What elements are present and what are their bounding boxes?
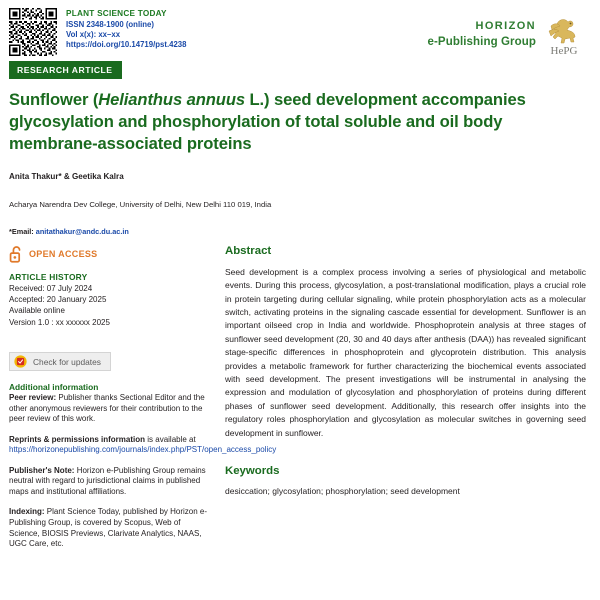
reprints-text xyxy=(9,434,277,456)
check-for-updates-button[interactable] xyxy=(9,352,111,371)
publisher-logo xyxy=(428,8,591,56)
body-columns xyxy=(0,245,600,560)
journal-issn: ISSN 2348-1900 (online) xyxy=(66,19,154,29)
keywords-heading: Keywords xyxy=(225,465,280,478)
page-title xyxy=(9,89,586,155)
article-type-badge: RESEARCH ARTICLE xyxy=(9,61,122,79)
email-label: *Email: xyxy=(9,226,36,236)
article-history-received: Received: 07 July 2024 xyxy=(9,283,93,293)
journal-doi-link[interactable]: https://doi.org/10.14719/pst.4238 xyxy=(66,40,187,50)
reprints-label: Reprints & permissions information xyxy=(9,434,146,444)
publisher-note-block xyxy=(9,466,212,498)
article-type-row xyxy=(0,56,600,79)
reprints-body: is available at xyxy=(145,434,196,444)
abstract-column xyxy=(212,245,600,498)
abstract-body: Seed development is a complex process involving a series of physiological and metabolic events. During this process, glycosylation, a post-translational modification, plays a crucial role in protein targeting during cellular signaling, while protein phosphorylation acts as a molecular switch, activating proteins in the signaling cascade essential for development. Sunflower is an important oilseed crop in India and worldwide. Phosphoprotein analysis at three stages of sunflower seed development (20, 30 and 40 days after anthesis (DAA)) has revealed significant stage-specific differences in phosphoprotein and glycoprotein distribution. This analysis provides a metabolic framework for further characterizing the biochemical events associated with seed development. The present investigations will be instrumental in analysing the expression and modulation of glycosylation and phosphorylation of proteins during different phases of sunflower seed development. Additionally, this research offer insights into the regulatory roles phosphorylation and glycosylation as molecular switches in governing seed development in sunflower. xyxy=(225,266,586,438)
publisher-line1: HORIZON xyxy=(475,20,536,33)
masthead xyxy=(0,0,600,56)
title-part2: L.) seed development accompanies glycosylation and phosphorylation of total soluble and oil body membrane-associated proteins xyxy=(9,90,526,153)
abstract-heading: Abstract xyxy=(225,244,272,257)
publisher-note-label: Publisher's Note: xyxy=(9,465,75,475)
masthead-left xyxy=(9,8,186,56)
crossmark-icon xyxy=(14,355,27,368)
article-history-block xyxy=(9,272,212,328)
article-history-available: Available online xyxy=(9,306,65,316)
publisher-note-body: Horizon e-Publishing Group remains neutral with regard to jurisdictional claims in published maps and institutional affiliations. xyxy=(9,465,206,496)
affiliation: Acharya Narendra Dev College, University of Delhi, New Delhi 110 019, India xyxy=(9,199,272,209)
open-access-label: OPEN ACCESS xyxy=(29,248,98,259)
corresponding-email xyxy=(9,227,600,236)
title-part1: Sunflower ( xyxy=(9,90,99,109)
peer-review-label: Peer review: xyxy=(9,393,57,403)
article-history-heading: ARTICLE HISTORY xyxy=(9,271,88,282)
open-access-row xyxy=(9,245,212,263)
additional-information-heading: Additional information xyxy=(9,382,99,393)
indexing-text xyxy=(9,507,212,549)
journal-title: PLANT SCIENCE TODAY xyxy=(66,9,167,18)
check-for-updates-label: Check for updates xyxy=(33,356,101,367)
peer-review-body: Publisher thanks Sectional Editor and the other anonymous reviewers for their contribution to the peer review of this work. xyxy=(9,393,205,424)
article-history-version: Version 1.0 : xx xxxxxx 2025 xyxy=(9,317,110,327)
hepg-caption: HePG xyxy=(550,45,578,57)
author-list: Anita Thakur* & Geetika Kalra xyxy=(9,171,124,181)
indexing-block xyxy=(9,507,212,549)
reprints-policy-link[interactable]: https://horizonepublishing.com/journals/index.php/PST/open_access_policy xyxy=(9,445,277,455)
peer-review-text xyxy=(9,393,212,425)
keywords-body: desiccation; glycosylation; phosphorylation; seed development xyxy=(225,486,460,497)
article-history-accepted: Accepted: 20 January 2025 xyxy=(9,295,107,305)
publisher-note-text xyxy=(9,466,212,498)
indexing-label: Indexing: xyxy=(9,507,45,517)
publisher-name xyxy=(428,19,537,50)
open-lock-icon xyxy=(9,245,24,263)
additional-information-block xyxy=(9,382,212,425)
reprints-block xyxy=(9,434,277,456)
hepg-mark xyxy=(543,14,585,56)
title-species-italic: Helianthus annuus xyxy=(98,90,245,109)
email-address-link[interactable]: anitathakur@andc.du.ac.in xyxy=(35,226,129,236)
publisher-line2: e-Publishing Group xyxy=(427,35,536,48)
journal-volume: Vol x(x): xx–xx xyxy=(66,30,121,40)
indexing-body: Plant Science Today, published by Horizon e-Publishing Group, is covered by Scopus, Web of Science, BIOSIS Previews, Clarivate Analytics, NAAS, UGC Care, etc. xyxy=(9,507,208,549)
journal-identity xyxy=(66,8,186,51)
qr-code-icon[interactable] xyxy=(9,8,57,56)
keywords-block xyxy=(225,465,586,498)
